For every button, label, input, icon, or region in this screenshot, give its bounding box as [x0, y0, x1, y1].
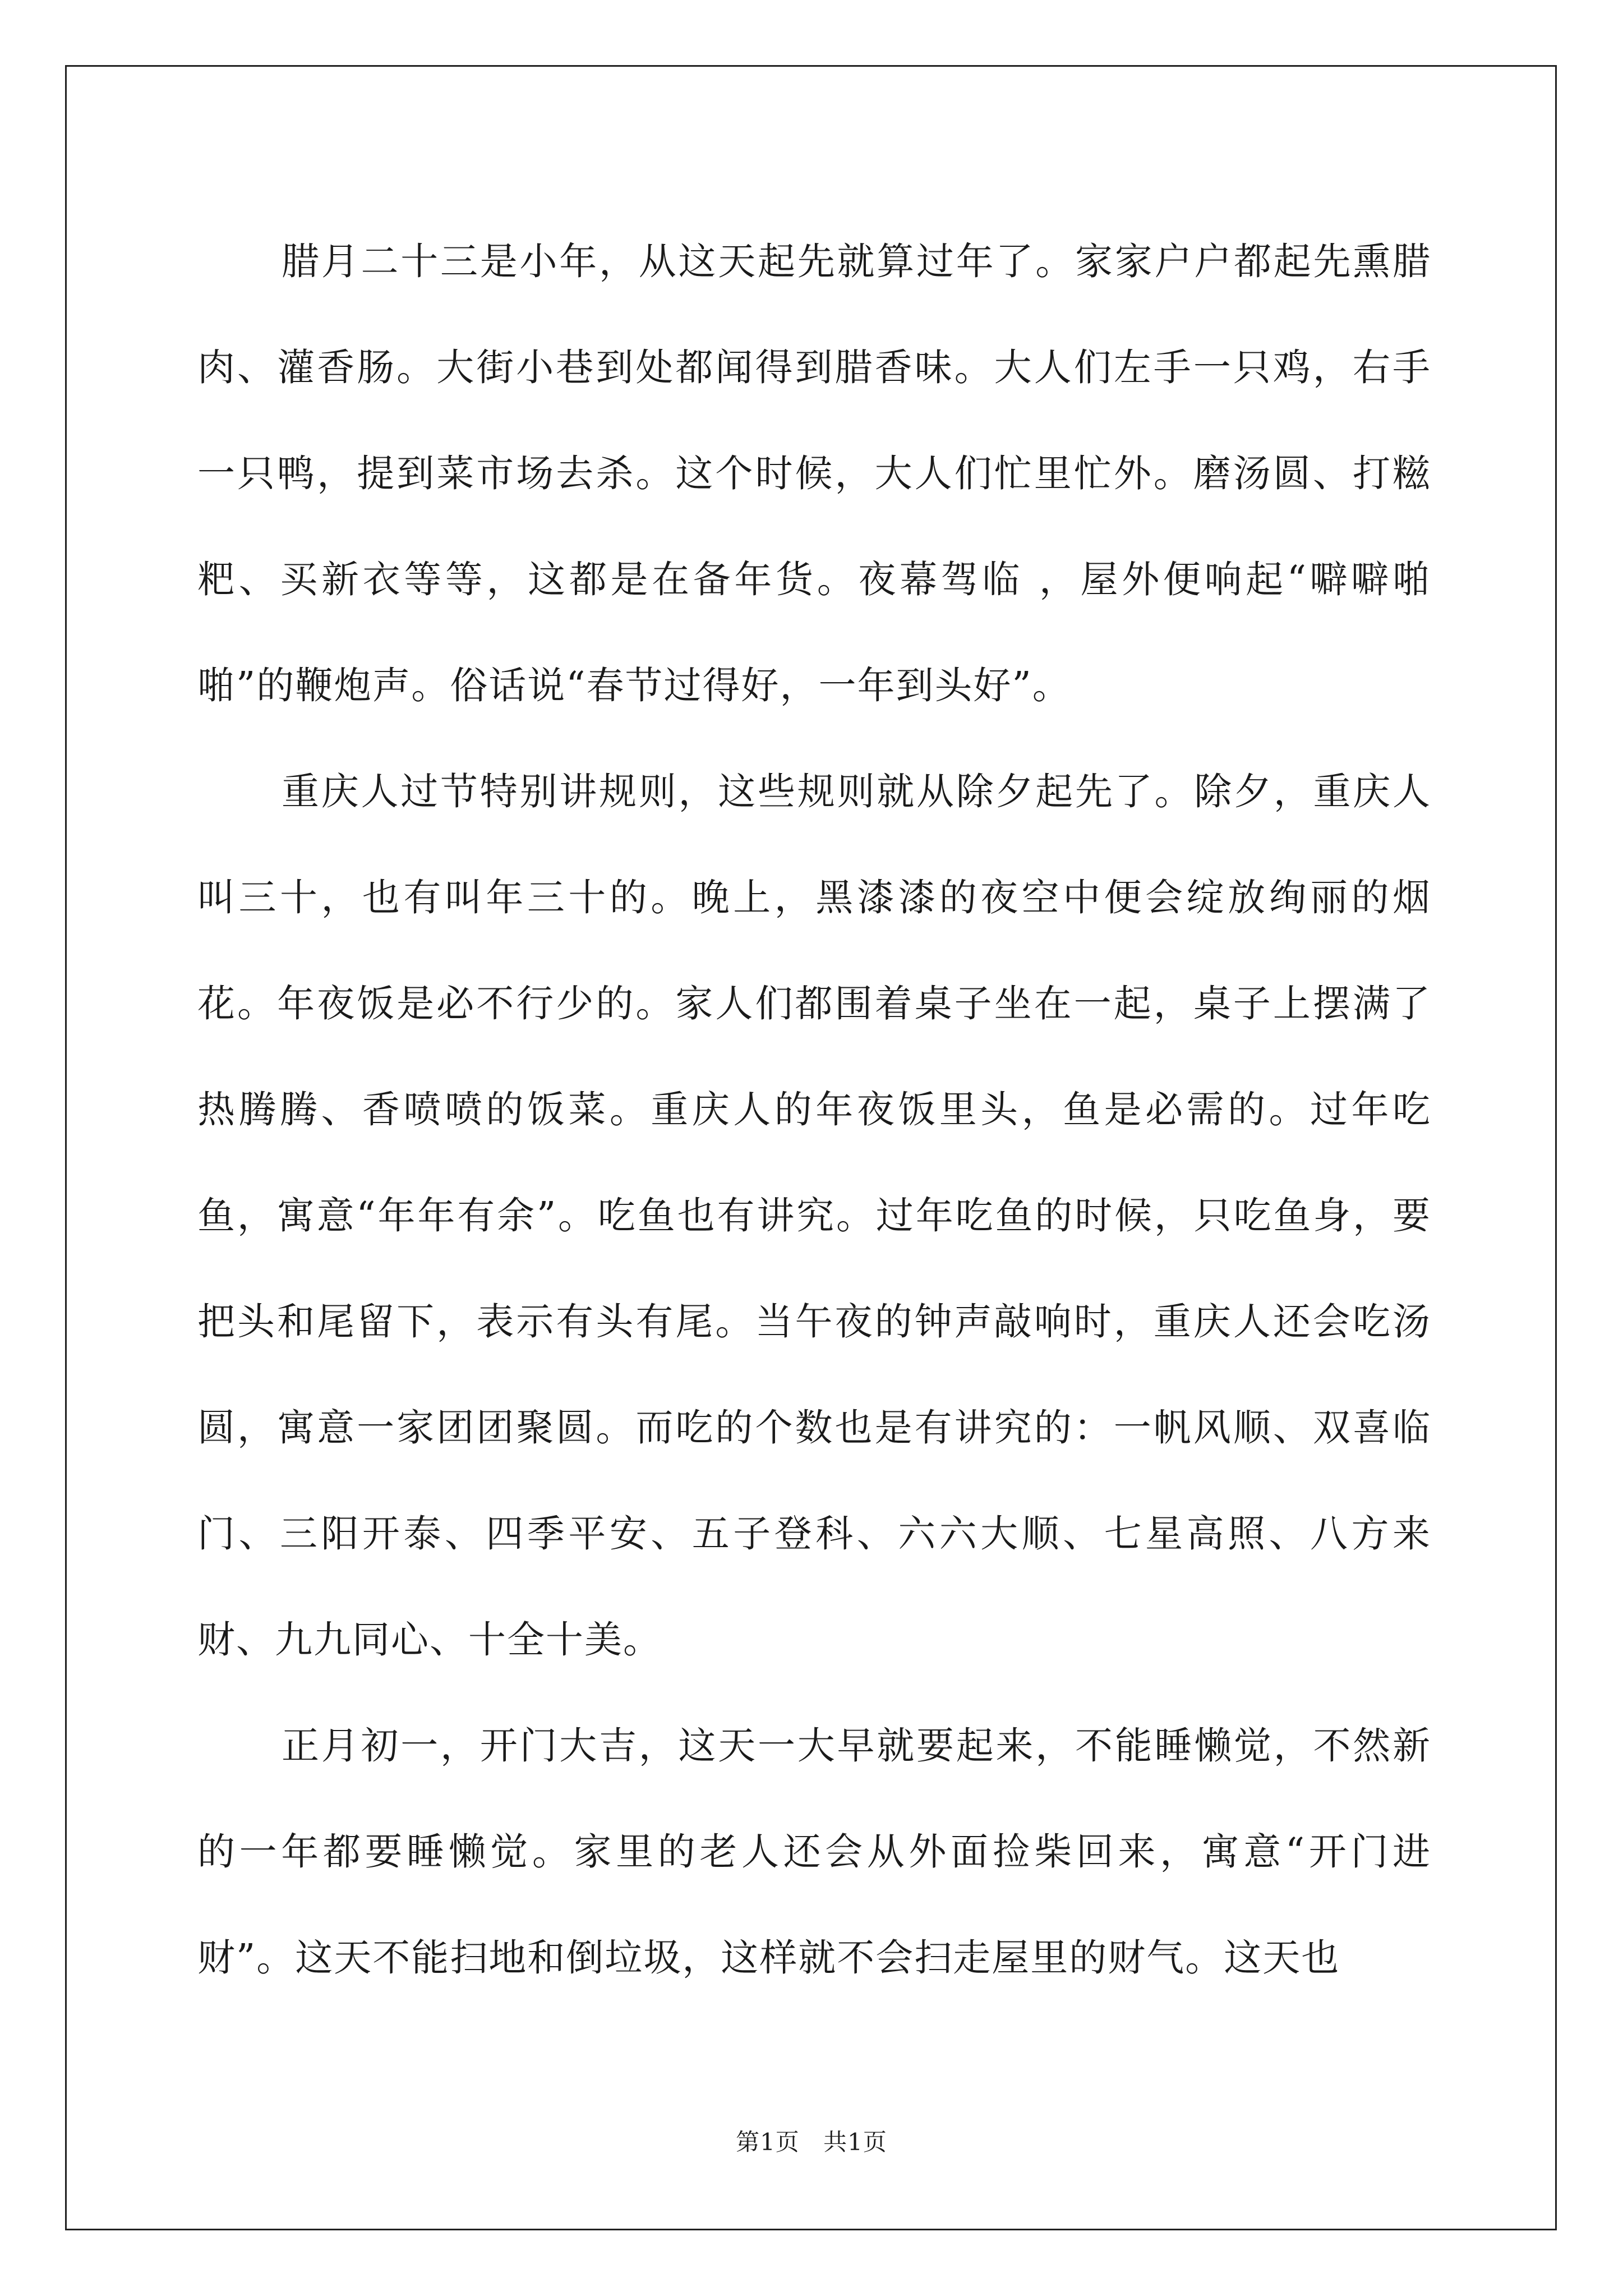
paragraph-xiaonian: 腊月二十三是小年，从这天起先就算过年了。家家户户都起先熏腊肉、灌香肠。大街小巷到处都闻得到腊香味。大人们左手一只鸡，右手一只鸭，提到菜市场去杀。这个时候，大人们忙里忙外。磨汤圆、打糍粑、买新衣等等，这都是在备年货。夜幕驾临 ，屋外便响起“噼噼啪啪”的鞭炮声。俗话说“春节过得好，一年到头好”。 — [197, 240, 1431, 707]
page-footer — [0, 2124, 1623, 2157]
page-number: 第1页 — [736, 2128, 800, 2156]
document-body — [197, 209, 1431, 2011]
paragraph-chuyi: 正月初一，开门大吉，这天一大早就要起来，不能睡懒觉，不然新的一年都要睡懒觉。家里的老人还会从外面捡柴回来，寓意“开门进财”。这天不能扫地和倒垃圾，这样就不会扫走屋里的财气。这天也 — [197, 1724, 1431, 1980]
paragraph-chuxi: 重庆人过节特别讲规则，这些规则就从除夕起先了。除夕，重庆人叫三十，也有叫年三十的。晚上，黑漆漆的夜空中便会绽放绚丽的烟花。年夜饭是必不行少的。家人们都围着桌子坐在一起，桌子上摆满了热腾腾、香喷喷的饭菜。重庆人的年夜饭里头，鱼是必需的。过年吃鱼，寓意“年年有余”。吃鱼也有讲究。过年吃鱼的时候，只吃鱼身，要把头和尾留下，表示有头有尾。当午夜的钟声敲响时，重庆人还会吃汤圆，寓意一家团团聚圆。而吃的个数也是有讲究的：一帆风顺、双喜临门、三阳开泰、四季平安、五子登科、六六大顺、七星高照、八方来财、九九同心、十全十美。 — [197, 770, 1431, 1662]
page-total: 共1页 — [823, 2128, 887, 2156]
